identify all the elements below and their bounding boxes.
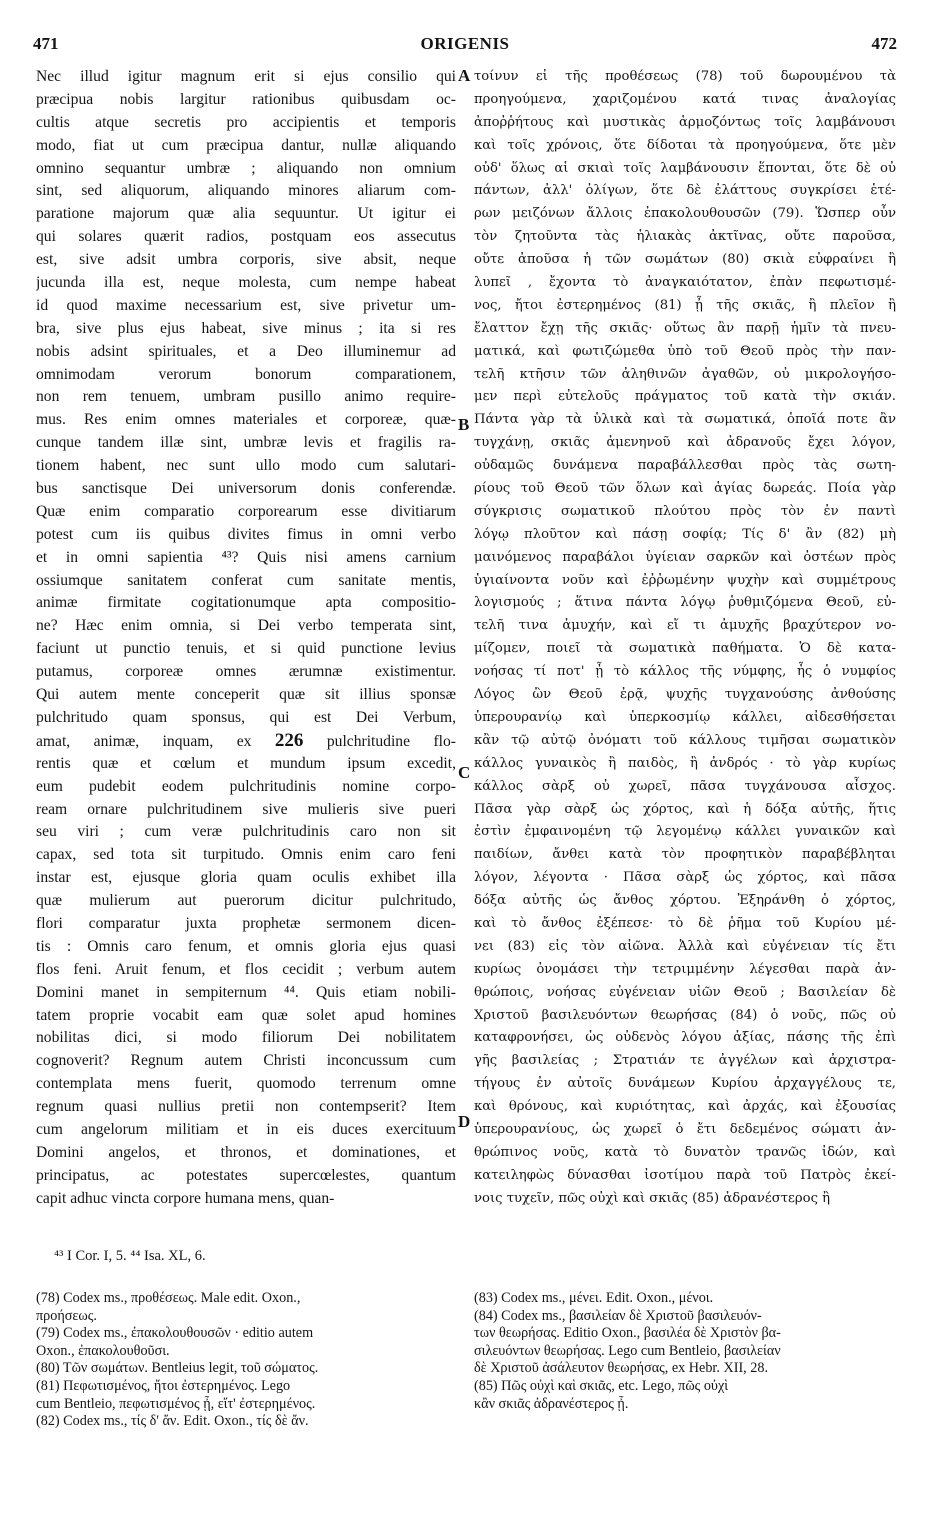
latin-text-line: sint, sed aliquorum, aliquando minores aliarum com- [36, 182, 456, 200]
page-number-right: 472 [871, 34, 897, 53]
greek-text-line: ματικά, καὶ φωτιζώμεθα ὑπὸ τοῦ Θεοῦ πρὸς τὴν παν- [474, 343, 896, 359]
latin-text-line: tis : Omnis caro fenum, et omnis gloria ejus quasi [36, 937, 456, 955]
greek-text-line: καταφρονήσει, ὡς οὐδενὸς λόγου ἀξίας, πάσης τῆς ἐπὶ [474, 1030, 896, 1046]
greek-text-line: λογισμούς ; ἅτινα πάντα λόγῳ ῥυθμιζόμενα Θεοῦ, εὐ- [474, 595, 896, 611]
greek-text-line: κατειληφὼς δύνασθαι ἰσοτίμου παρὰ τοῦ Πατρὸς ἐκεί- [474, 1167, 896, 1183]
latin-text-line: principatus, ac potestates supercœlestes, quantum [36, 1166, 456, 1184]
latin-text-line: Nec illud igitur magnum erit si ejus consilio qui [36, 68, 456, 85]
latin-text-line: et in omni sapientia ⁴³? Quis nisi amens carnium [36, 548, 456, 566]
latin-text-line: animæ firmitate cogitationumque apta compositio- [36, 594, 456, 612]
footnote-line: των θεωρήσας. Editio Oxon., βασιλέα δὲ Χριστὸν βα- [474, 1325, 781, 1342]
greek-text-line: μαινόμενος παραβάλοι ὑγίειαν σαρκῶν καὶ ὀστέων πρὸς [474, 549, 896, 565]
greek-text-line: προηγούμενα, χαριζομένου κατά τινας ἀναλογίας [474, 91, 896, 107]
greek-text-line: παιδίων, ἄνθει κατὰ τὸν προφητικὸν παραβέβληται [474, 847, 896, 863]
latin-text-line: id quod maxime necessarium est, sive privetur um- [36, 296, 456, 314]
latin-text-line: putamus, corporeæ omnes ærumnæ existimentur. [36, 663, 456, 681]
greek-text-line: Λόγος ὢν Θεοῦ ἐρᾷ, ψυχῆς τυγχανούσης ἀνθούσης [474, 687, 896, 703]
greek-text-line: ἔλαττον ἔχῃ τῆς σκιᾶς· οὕτως ἂν παρῇ ἡμῖν τὰ πνευ- [474, 320, 896, 336]
greek-text-line: κάλλος σὰρξ οὐ χωρεῖ, πᾶσα τυγχάνουσα αἶσχος. [474, 778, 896, 794]
latin-text-line: bus sanctisque Dei universorum donis conferendæ. [36, 480, 456, 498]
greek-text-line: τήγους ἐν αὐτοῖς δυνάμεων Κυρίου ἀρχαγγέλους τε, [474, 1076, 896, 1092]
latin-text-line: amat, animæ, inquam, ex 226 pulchritudine flo- [36, 729, 456, 751]
latin-text-line: Domini angelos, et thronos, et dominationes, et [36, 1143, 456, 1161]
latin-text-line: capax, sed tota sit turpitudo. Omnis enim caro feni [36, 846, 456, 864]
latin-text-line: præcipua nobis largitur rationibus quibusdam oc- [36, 90, 456, 108]
greek-text-line: τὸν ζητοῦντα τὰς ἡλιακὰς ἀκτῖνας, οὔτε παροῦσα, [474, 229, 896, 245]
latin-text-line: instar est, ejusque gloria quam oculis exhibet illa [36, 869, 456, 887]
footnote-line: Oxon., ἐπακολουθοῦσι. [36, 1342, 170, 1359]
margin-marker-b: B [458, 415, 470, 434]
greek-text-line: μίζομεν, ποιεῖ τὰ σωματικὰ παθήματα. Ὁ δὲ κατα- [474, 641, 896, 657]
latin-text-line: ossiumque sanitatem conferat cum sanitate mentis, [36, 571, 456, 589]
greek-text-line: νοις τυχεῖν, πῶς οὐχὶ καὶ σκιᾶς (85) ἀδρανέστερος ἢ [474, 1190, 831, 1206]
latin-text-line: pulchritudo quam sponsus, qui est Dei Verbum, [36, 708, 456, 726]
footnote-line: προήσεως. [36, 1307, 97, 1324]
greek-text-line: οὔτε ἀποῦσα ἡ τῶν σωμάτων (80) σκιὰ εὐφραίνει ἢ [474, 252, 896, 268]
margin-marker-c: C [458, 763, 471, 782]
footnote-line: cum Bentleio, πεφωτισμένος ᾖ, εἴτ' ἐστερημένος. [36, 1395, 316, 1412]
greek-text-line: Πάντα γὰρ τὰ ὑλικὰ καὶ τὰ σωματικά, ὁποῖά ποτε ἂν [474, 412, 896, 428]
greek-text-line: νοήσας τί ποτ' ᾖ τὸ κάλλος τῆς νύμφης, ἧς ὁ νυμφίος [474, 664, 896, 680]
latin-text-line: bra, sive plus ejus habeat, sive minus ; ita si res [36, 319, 456, 337]
greek-text-line: οὐδαμῶς δυνάμενα παραβάλλεσθαι πρὸς τὰς σωτη- [474, 458, 896, 474]
latin-text-line: mus. Res enim omnes materiales et corporeæ, quæ- [36, 411, 456, 429]
latin-text-line: est, sive adsit umbra corporis, sive absit, neque [36, 251, 456, 269]
latin-text-line: paratione majorum quæ alia sequuntur. Ut igitur ei [36, 205, 456, 223]
greek-text-line: Χριστοῦ βασιλευόντων θεωρήσας (84) ὁ νοῦς, πῶς οὐ [474, 1007, 896, 1023]
margin-marker-a: A [458, 66, 471, 85]
greek-text-line: λόγῳ πλοῦτον καὶ πάσῃ σοφίᾳ; Τίς δ' ἂν (82) μὴ [474, 526, 896, 542]
latin-text-line: omnino sequantur umbræ ; aliquando non omnium [36, 159, 456, 177]
greek-text-line: καὶ θρόνους, καὶ κυριότητας, καὶ ἀρχάς, καὶ ἐξουσίας [474, 1099, 896, 1115]
latin-text-line: contemplata mens fuerit, quomodo terrenum omne [36, 1075, 456, 1093]
greek-text-line: δόξα αὐτῆς ὡς ἄνθος χόρτου. Ἐξηράνθη ὁ χόρτος, [474, 893, 896, 909]
latin-text-line: regnum quasi nullius pretii non contempserit? Item [36, 1098, 456, 1116]
latin-text-line: quæ mulierum aut puerorum dicitur pulchritudo, [36, 892, 456, 910]
footnote-line: (82) Codex ms., τίς δ' ἄν. Edit. Oxon., τίς δὲ ἄν. [36, 1413, 309, 1430]
greek-text-line: καὶ τοῖς χρόνοις, ὅτε δίδοται τὰ προηγούμενα, ὅτε μὲν [474, 137, 896, 153]
greek-text-line: θρώπινος νοῦς, κατὰ τὸ δυνατὸν τρανῶς ἰδών, καὶ [474, 1144, 896, 1160]
footnote-line: (84) Codex ms., βασιλείαν δὲ Χριστοῦ βασιλευόν- [474, 1307, 762, 1324]
greek-text-column [474, 66, 896, 1211]
latin-text-line: modo, fiat ut cum præcipua dantur, nullæ aliquando [36, 136, 456, 154]
latin-text-line: flori comparatur juxta prophetæ sermonem dicen- [36, 914, 456, 932]
greek-text-line: ὑγιαίνοντα νοῦν καὶ ἐῤῥωμένην ψυχὴν καὶ συμμέτρους [474, 572, 896, 588]
latin-text-line: jucunda illa est, neque molesta, cum nempe habeat [36, 274, 456, 292]
latin-text-line: Qui autem mente conceperit quæ sit illius sponsæ [36, 686, 456, 704]
latin-text-line: nobilitas dici, si modo filiorum Dei nobilitatem [36, 1029, 456, 1047]
footnote-line: σιλευόντων θεωρήσας. Lego cum Bentleio, βασιλείαν [474, 1342, 781, 1359]
greek-text-line: ἀποῤῥήτους καὶ μυστικὰς ἁρμοζόντως τοῖς λαμβάνουσι [474, 114, 896, 130]
greek-text-line: πάντων, ἀλλ' ὀλίγων, ὅτε δὲ ἐλάττους συγκρίσει ἑτέ- [474, 183, 896, 199]
greek-text-line: Πᾶσα γὰρ σὰρξ ὡς χόρτος, καὶ ἡ δόξα αὐτῆς, ἥτις [474, 801, 896, 817]
scripture-references: ⁴³ I Cor. I, 5. ⁴⁴ Isa. XL, 6. [54, 1248, 206, 1264]
running-header [33, 34, 897, 56]
greek-text-line: ὑπερουρανίους, ὡς χωρεῖ ὁ ἔτι δεδεμένος σώματι ἀν- [474, 1121, 896, 1137]
latin-text-line: non rem tenuem, umbram pusillo animo require- [36, 388, 456, 406]
greek-text-line: τυγχάνῃ, σκιᾶς ἀμενηνοῦ καὶ ἀδρανοῦς ἔχει λόγον, [474, 435, 896, 451]
latin-text-line: cunque tandem illæ sint, umbræ levis et fragilis ra- [36, 434, 456, 452]
greek-text-line: ἐστὶν ἐμφαινομένη τῷ λεγομένῳ κάλλει γυναικῶν καὶ [474, 824, 896, 840]
footnote-line: δὲ Χριστοῦ ἀσάλευτον θεωρήσας, ex Hebr. XII, 28. [474, 1360, 768, 1377]
greek-text-line: νος, ἤτοι ἐστερημένος (81) ᾖ τῆς σκιᾶς, ἢ πλεῖον ἢ [474, 297, 896, 313]
latin-text-column [36, 66, 456, 1211]
footnote-line: (80) Τῶν σωμάτων. Bentleius legit, τοῦ σώματος. [36, 1360, 319, 1377]
greek-text-line: κάλλος γυναικὸς ἢ παιδὸς, ἢ ἀνδρός · τὸ γὰρ κυρίως [474, 755, 896, 771]
greek-text-line: νει (83) εἰς τὸν αἰῶνα. Ἀλλὰ καὶ εὐγένειαν τίς ἔτι [474, 938, 896, 954]
latin-text-line: cum angelorum militiam et in eis duces exercituum [36, 1120, 456, 1138]
latin-text-line: tionem habent, nec sunt ullo modo cum salutari- [36, 457, 456, 475]
page-number-left: 471 [33, 34, 59, 53]
greek-text-line: οὐδ' ὅλως αἱ σκιαὶ τοῖς λαμβάνουσιν ἕπονται, ὅτε δὲ οὐ [474, 160, 896, 176]
greek-text-line: θρώποις, νοήσας εὐγένειαν υἱῶν Θεοῦ ; Βασιλείαν δὲ [474, 984, 896, 1000]
latin-text-line: eum pudebit eodem pulchritudinis nomine corpo- [36, 777, 456, 795]
greek-text-line: γῆς βασιλείας ; Στρατιάν τε ἀγγέλων καὶ ἀρχιστρα- [474, 1053, 896, 1069]
greek-text-line: τοίνυν εἰ τῆς προθέσεως (78) τοῦ δωρουμένου τὰ [474, 69, 896, 84]
greek-text-line: καὶ τὸ ἄνθος ἐξέπεσε· τὸ δὲ ῥῆμα τοῦ Κυρίου μέ- [474, 915, 896, 931]
page-title: ORIGENIS [420, 34, 510, 53]
greek-text-line: ρίους τοῦ Θεοῦ τῶν ὅλων καὶ ἁγίας δωρεάς. Ποία γὰρ [474, 481, 896, 497]
footnote-line: (81) Πεφωτισμένος, ἤτοι ἐστερημένος. Lego [36, 1377, 291, 1394]
footnote-line: (79) Codex ms., ἐπακολουθουσῶν · editio autem [36, 1325, 314, 1342]
greek-text-line: τελῆ τινα ἀμυχήν, καὶ εἴ τι ἀμυχῆς βραχύτερον νο- [474, 618, 896, 634]
greek-text-line: ὑπερουρανίῳ καὶ ὑπερκοσμίῳ κάλλει, αἰδεσθήσεται [474, 709, 896, 725]
latin-text-line: tatem proprie vocabit eam quæ solet apud homines [36, 1006, 456, 1024]
latin-text-line: Domini manet in sempiternum ⁴⁴. Quis etiam nobili- [36, 983, 456, 1001]
footnotes-left [36, 1290, 456, 1431]
latin-text-line: rentis quæ et cœlum et mundum ipsum excedit, [36, 754, 456, 772]
footnote-line: (83) Codex ms., μένει. Edit. Oxon., μένοι. [474, 1290, 714, 1306]
greek-text-line: μεν περὶ εὐτελοῦς πράγματος τοῦ κατὰ τὴν σκιάν. [474, 389, 896, 405]
latin-text-line: faciunt ut punctio tenuis, et si quid punctione levius [36, 640, 456, 658]
greek-text-line: κἂν τῷ αὐτῷ ὀνόματι τοῦ κάλλους τιμῆσαι σωματικὸν [474, 732, 896, 748]
footnote-line: κἂν σκιᾶς ἀδρανέστερος ᾖ. [474, 1395, 629, 1412]
latin-text-line: qui solares quærit radios, postquam eos assecutus [36, 228, 456, 246]
latin-text-line: Quæ enim comparatio corporearum esse divitiarum [36, 502, 456, 520]
margin-marker-d: D [458, 1112, 471, 1131]
greek-text-line: ρων μειζόνων ἄλλοις ἐπακολουθουσῶν (79). Ὥσπερ οὖν [474, 206, 896, 222]
inline-page-number: 226 [274, 729, 304, 751]
latin-text-line: nobis adsint spirituales, et a Deo illuminemur ad [36, 342, 456, 360]
latin-text-line: seu viri ; cum veræ pulchritudinis caro non sit [36, 823, 456, 841]
latin-text-line: ne? Hæc enim omnia, si Dei verbo temperata sint, [36, 617, 456, 635]
greek-text-line: κυρίως ὀνομάσει τὴν τετριμμένην λέγεσθαι παρὰ ἀν- [474, 961, 896, 977]
latin-text-line: ream ornare pulchritudinem sive mulieris sive pueri [36, 800, 456, 818]
latin-text-line: capit adhuc vincta corpore humana mens, quan- [36, 1189, 335, 1207]
greek-text-line: σύγκρισις σωματικοῦ πλούτου πρὸς τὸν ἐν παντὶ [474, 503, 896, 519]
latin-text-line: cognoverit? Regnum autem Christi inconcussum cum [36, 1052, 456, 1070]
footnote-line: (78) Codex ms., προθέσεως. Male edit. Oxon., [36, 1290, 301, 1306]
footnote-line: (85) Πῶς οὐχὶ καὶ σκιᾶς, etc. Lego, πῶς οὐχὶ [474, 1377, 729, 1394]
latin-text-line: potest cum iis quibus divites fimus in omni verbo [36, 525, 456, 543]
latin-text-line: omnimodam verorum bonorum comparationem, [36, 365, 456, 383]
footnotes-right [474, 1290, 896, 1413]
latin-text-line: cultis atque secretis pro accipientis et temporis [36, 113, 456, 131]
greek-text-line: λόγον, λέγοντα · Πᾶσα σὰρξ ὡς χόρτος, καὶ πᾶσα [474, 870, 896, 886]
greek-text-line: τελῆ κτῆσιν τῶν ἀληθινῶν ἀγαθῶν, οὐ μικρολογήσο- [474, 366, 896, 382]
latin-text-line: flos feni. Aruit fenum, et flos cecidit ; verbum autem [36, 960, 456, 978]
greek-text-line: λυπεῖ , ἔχοντα τὸ ἀναγκαιότατον, ἐπὰν πεφωτισμέ- [474, 275, 896, 291]
